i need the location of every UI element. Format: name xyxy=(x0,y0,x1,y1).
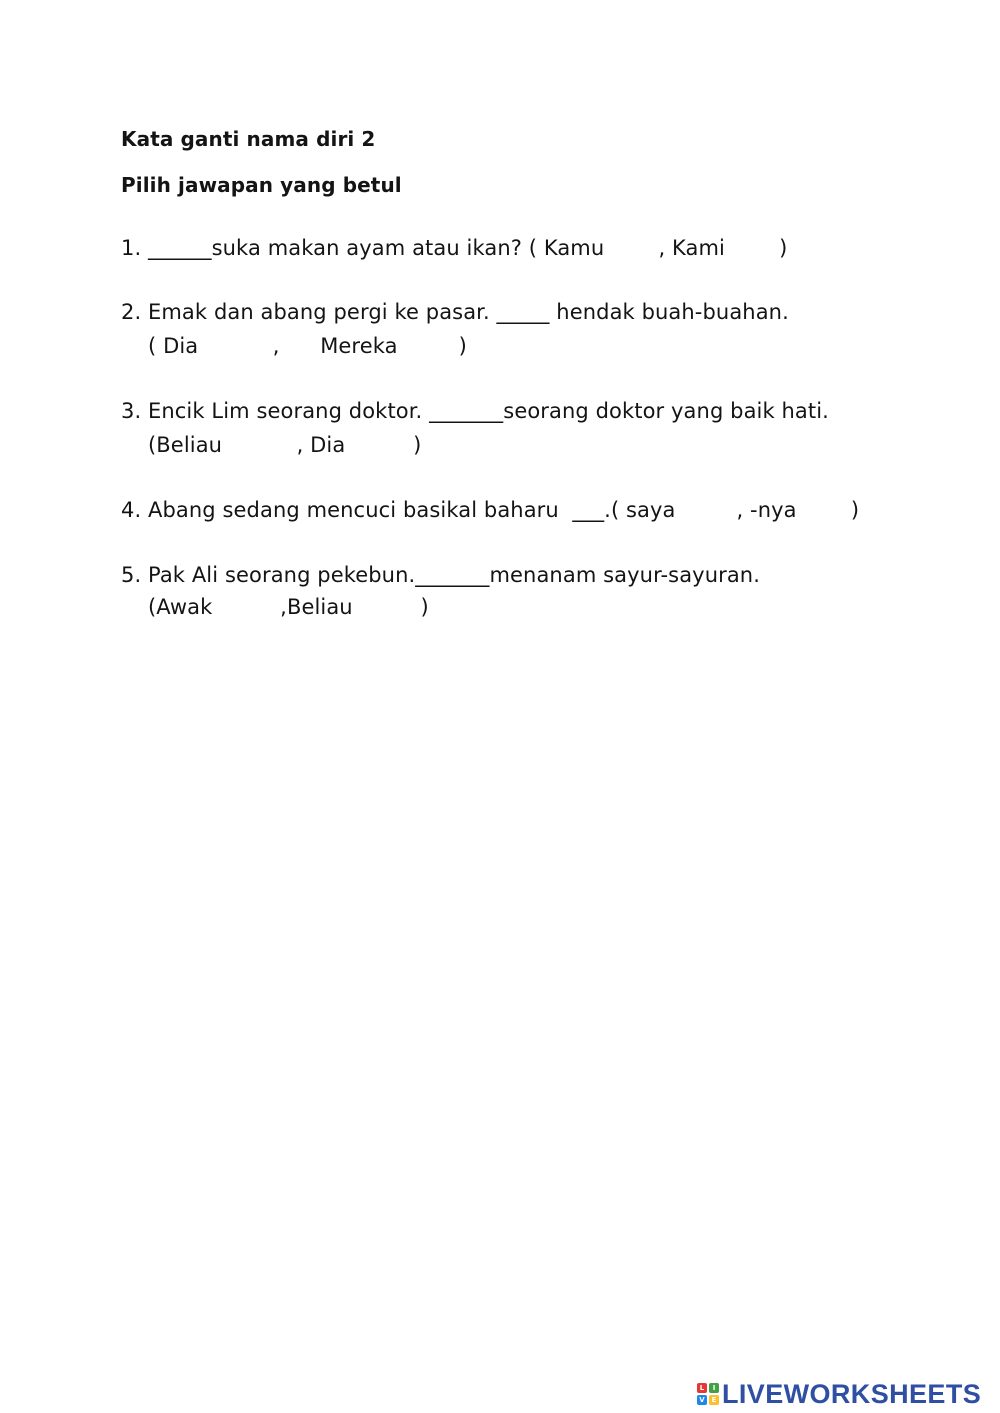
logo-mark-v: V xyxy=(697,1395,707,1405)
question-3-options: (Beliau , Dia ) xyxy=(148,433,422,457)
question-3-text: 3. Encik Lim seorang doktor. _______seorang doktor yang baik hati. xyxy=(121,399,829,423)
logo-mark-l: L xyxy=(697,1383,707,1393)
liveworksheets-logo xyxy=(697,1378,981,1410)
question-1-text: 1. ______suka makan ayam atau ikan? ( Kamu , Kami ) xyxy=(121,236,788,260)
logo-mark-i: I xyxy=(709,1383,719,1393)
question-5-options: (Awak ,Beliau ) xyxy=(148,595,429,619)
logo-mark-icon xyxy=(697,1383,719,1405)
logo-text: LIVEWORKSHEETS xyxy=(722,1378,982,1409)
question-2-text: 2. Emak dan abang pergi ke pasar. _____ hendak buah-buahan. xyxy=(121,300,789,324)
logo-mark-e: E xyxy=(709,1395,719,1405)
question-2-options: ( Dia , Mereka ) xyxy=(148,334,467,358)
question-5-text: 5. Pak Ali seorang pekebun._______menanam sayur-sayuran. xyxy=(121,563,760,587)
worksheet-instruction: Pilih jawapan yang betul xyxy=(121,173,402,197)
worksheet-title: Kata ganti nama diri 2 xyxy=(121,127,376,151)
question-4-text: 4. Abang sedang mencuci basikal baharu ___.( saya , -nya ) xyxy=(121,498,860,522)
